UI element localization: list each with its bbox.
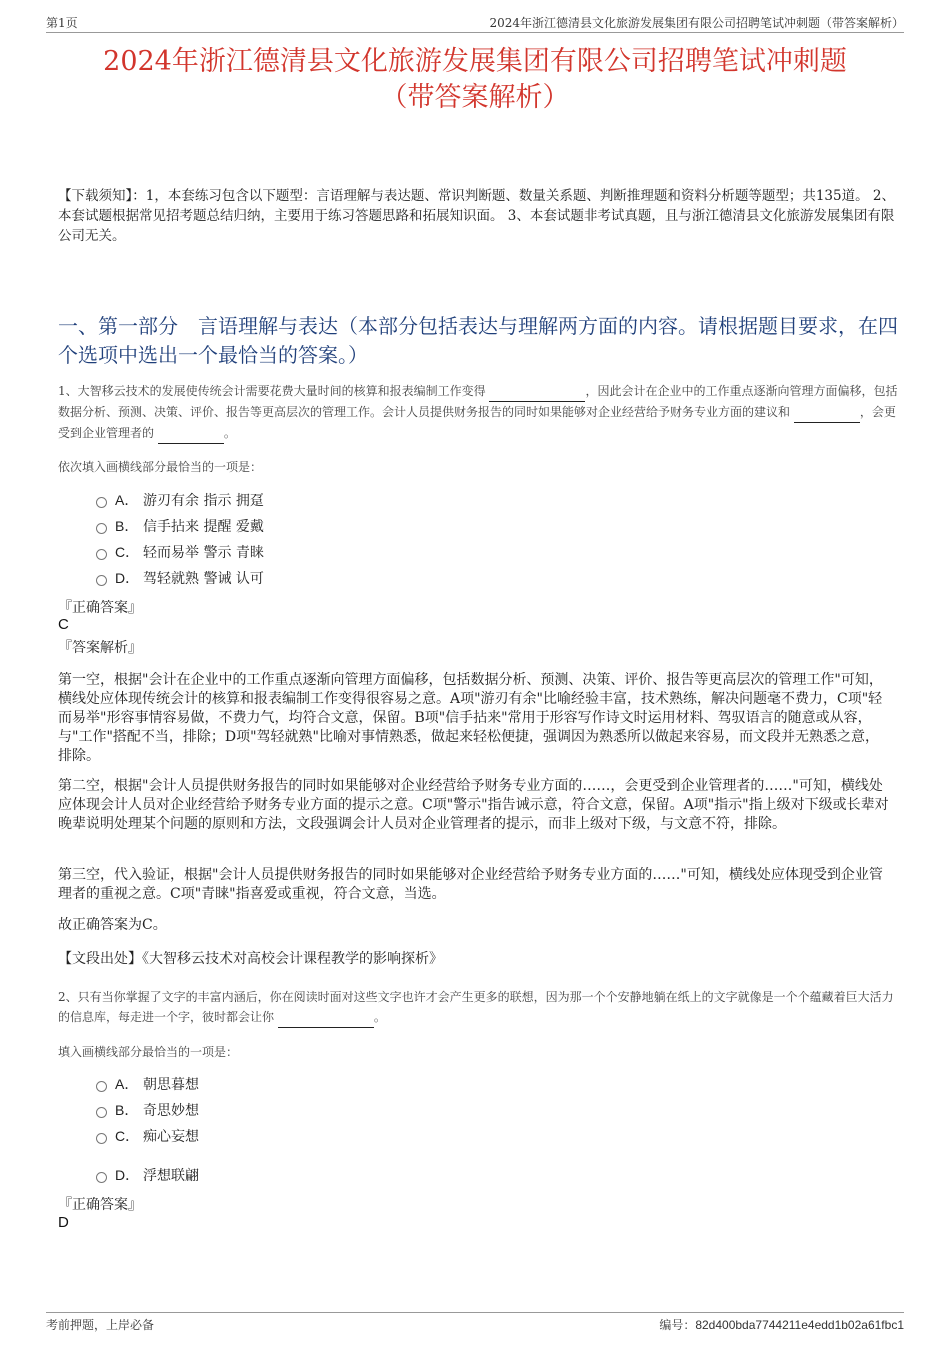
q1-source: 【文段出处】《大智移云技术对高校会计课程教学的影响探析》 <box>58 951 443 967</box>
q1-option-a[interactable] <box>96 490 264 510</box>
q2-option-a[interactable] <box>96 1074 199 1094</box>
radio-icon[interactable] <box>96 1107 107 1118</box>
q2-option-d[interactable] <box>96 1165 199 1185</box>
footer-code-block <box>659 1316 904 1333</box>
title-line-2: （带答案解析） <box>380 82 570 113</box>
header-doc-title: 2024年浙江德清县文化旅游发展集团有限公司招聘笔试冲刺题（带答案解析） <box>489 16 904 30</box>
option-text: 信手拈来 提醒 爱戴 <box>143 519 264 535</box>
radio-icon[interactable] <box>96 1172 107 1183</box>
q1-blank-3 <box>158 423 224 444</box>
q1-answer: C <box>58 616 69 633</box>
option-text: 游刃有余 指示 拥趸 <box>143 493 264 509</box>
option-letter: B． <box>115 518 139 534</box>
document-title <box>40 44 910 116</box>
option-letter: A． <box>115 1076 139 1092</box>
option-text: 浮想联翩 <box>143 1168 199 1184</box>
q1-blank-1 <box>489 381 585 402</box>
option-text: 奇思妙想 <box>143 1103 199 1119</box>
option-letter: C． <box>115 544 140 560</box>
q2-answer-label: 『正确答案』 <box>58 1197 142 1213</box>
option-text: 驾轻就熟 警诫 认可 <box>143 571 264 587</box>
radio-icon[interactable] <box>96 1081 107 1092</box>
q1-analysis-conclusion: 故正确答案为C。 <box>58 917 167 933</box>
question-2-stem <box>58 987 900 1028</box>
page-footer <box>46 1312 904 1333</box>
option-text: 朝思暮想 <box>143 1077 199 1093</box>
q1-analysis-para-3: 第三空，代入验证，根据"会计人员提供财务报告的同时如果能够对企业经营给予财务专业方面的……"可知，横线处应体现受到企业管理者的重视之意。C项"青睐"指喜爱或重视，符合文意，当选。 <box>58 867 883 902</box>
q2-text-b: 。 <box>373 1010 386 1024</box>
q1-answer-label: 『正确答案』 <box>58 600 142 616</box>
section-heading: 一、第一部分 言语理解与表达（本部分包括表达与理解两方面的内容。请根据题目要求，在四个选项中选出一个最恰当的答案。） <box>58 314 898 367</box>
download-notice: 【下载须知】：1，本套练习包含以下题型：言语理解与表达题、常识判断题、数量关系题、判断推理题和资料分析题等题型；共135道。 2、本套试题根据常见招考题总结归纳，主要用于练习答题思路和拓展知识面。 3、本套试题非考试真题，且与浙江德清县文化旅游发展集团有限公司无关。 <box>58 188 895 244</box>
option-letter: C． <box>115 1128 140 1144</box>
q2-blank-1 <box>278 1007 374 1028</box>
q2-hint: 填入画横线部分最恰当的一项是： <box>58 1045 239 1059</box>
q1-analysis-label: 『答案解析』 <box>58 640 142 656</box>
q1-text-a: 1、大智移云技术的发展使传统会计需要花费大量时间的核算和报表编制工作变得 <box>58 384 486 398</box>
radio-icon[interactable] <box>96 523 107 534</box>
page-number: 第1页 <box>46 16 78 30</box>
question-1-stem <box>58 381 900 444</box>
q2-option-b[interactable] <box>96 1100 199 1120</box>
option-letter: A． <box>115 492 139 508</box>
radio-icon[interactable] <box>96 1133 107 1144</box>
q2-option-c[interactable] <box>96 1126 199 1146</box>
option-letter: B． <box>115 1102 139 1118</box>
option-letter: D． <box>115 570 140 586</box>
q2-text-a: 2、只有当你掌握了文字的丰富内涵后，你在阅读时面对这些文字也许才会产生更多的联想，因为那一个个安静地躺在纸上的文字就像是一个个蕴藏着巨大活力的信息库，每走进一个字，彼时都会让你 <box>58 990 894 1024</box>
footer-code: 82d400bda7744211e4edd1b02a61fbc1 <box>695 1318 904 1332</box>
q1-hint: 依次填入画横线部分最恰当的一项是： <box>58 460 263 474</box>
radio-icon[interactable] <box>96 575 107 586</box>
option-text: 痴心妄想 <box>143 1129 199 1145</box>
page-header <box>46 14 904 33</box>
footer-code-label: 编号： <box>659 1318 696 1332</box>
q1-option-d[interactable] <box>96 568 264 588</box>
q1-text-b: ，因此会计在企业中的工作重点逐渐向管理方面偏移，包括数据分析、预测、决策、评价、报告等更高层次的管理工作。会计人员提供财务报告的同时如果能够对企业经营给予财务专业方面的建议和 <box>58 384 898 419</box>
q2-answer: D <box>58 1214 69 1231</box>
option-text: 轻而易举 警示 青睐 <box>143 545 264 561</box>
footer-slogan: 考前押题，上岸必备 <box>46 1318 155 1332</box>
radio-icon[interactable] <box>96 549 107 560</box>
option-letter: D． <box>115 1167 140 1183</box>
radio-icon[interactable] <box>96 497 107 508</box>
q1-option-b[interactable] <box>96 516 264 536</box>
title-line-1: 2024年浙江德清县文化旅游发展集团有限公司招聘笔试冲刺题 <box>103 46 847 77</box>
q1-blank-2 <box>794 402 860 423</box>
q1-text-c: ，会更受到企业管理者的 <box>58 405 896 440</box>
q1-option-c[interactable] <box>96 542 264 562</box>
q1-analysis-para-2: 第二空，根据"会计人员提供财务报告的同时如果能够对企业经营给予财务专业方面的……，会更受到企业管理者的……"可知，横线处应体现会计人员对企业经营给予财务专业方面的提示之意。C项"警示"指告诫示意，符合文意，保留。A项"指示"指上级对下级或长辈对晚辈说明处理某个问题的原则和方法，文段强调会计人员对企业管理者的提示，而非上级对下级，与文意不符，排除。 <box>58 778 889 832</box>
q1-text-d: 。 <box>223 426 236 440</box>
q1-analysis-para-1: 第一空，根据"会计在企业中的工作重点逐渐向管理方面偏移，包括数据分析、预测、决策、评价、报告等更高层次的管理工作"可知，横线处应体现传统会计的核算和报表编制工作变得很容易之意。A项"游刃有余"比喻经验丰富，技术熟练，解决问题毫不费力，C项"轻而易举"形容事情容易做，不费力气，均符合文意，保留。B项"信手拈来"常用于形容写作诗文时运用材料、驾驭语言的随意或从容，与"工作"搭配不当，排除；D项"驾轻就熟"比喻对事情熟悉，做起来轻松便捷，强调因为熟悉所以做起来容易，而文段并无熟悉之意，排除。 <box>58 672 883 764</box>
